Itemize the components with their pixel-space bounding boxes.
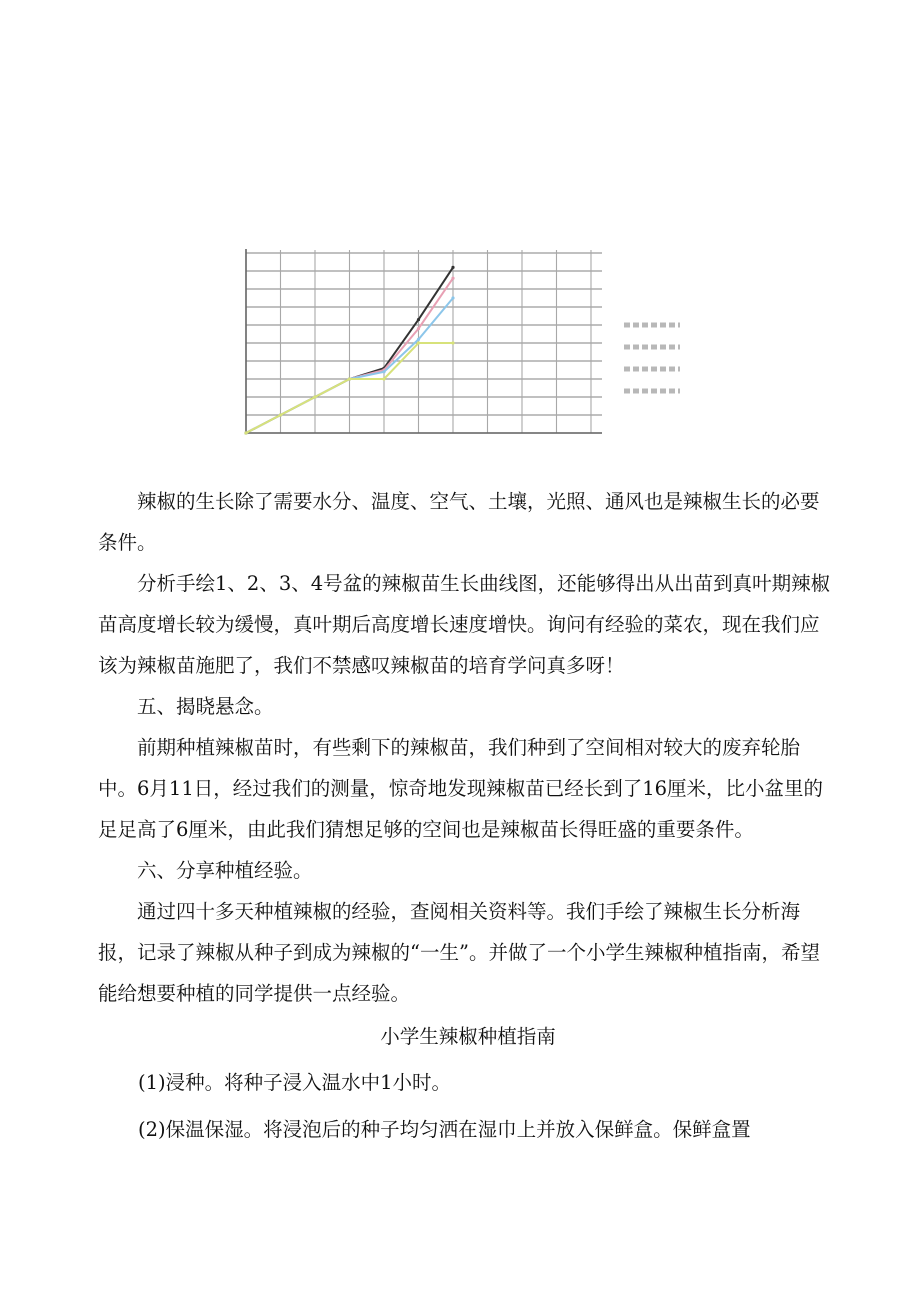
data-point <box>451 341 454 344</box>
data-point <box>451 296 454 299</box>
growth-chart-figure <box>232 243 688 455</box>
data-point <box>417 341 420 344</box>
data-point <box>451 266 454 269</box>
data-point <box>417 338 420 341</box>
data-point <box>382 377 385 380</box>
data-point <box>348 377 351 380</box>
growth-chart <box>232 243 688 455</box>
data-point <box>417 327 420 330</box>
guide-step-2: (2)保温保湿。将浸泡后的种子均匀洒在湿巾上并放入保鲜盒。保鲜盒置 <box>138 1118 751 1141</box>
section-heading-5: 五、揭晓悬念。 <box>137 695 274 718</box>
section-heading-6: 六、分享种植经验。 <box>137 859 313 882</box>
data-point <box>279 413 282 416</box>
paragraph-4: 通过四十多天种植辣椒的经验，查阅相关资料等。我们手绘了辣椒生长分析海报，记录了辣椒从种子到成为辣椒的“一生”。并做了一个小学生辣椒种植指南，希望能给想要种植的同学提供一点经验。 <box>98 900 820 1005</box>
guide-step-1: (1)浸种。将种子浸入温水中1小时。 <box>138 1071 452 1094</box>
data-point <box>244 431 247 434</box>
guide-title: 小学生辣椒种植指南 <box>380 1025 556 1048</box>
paragraph-3: 前期种植辣椒苗时，有些剩下的辣椒苗，我们种到了空间相对较大的废弃轮胎中。6月11日，经过我们的测量，惊奇地发现辣椒苗已经长到了16厘米，比小盆里的足足高了6厘米，由此我们猜想足够的空间也是辣椒苗长得旺盛的重要条件。 <box>98 736 824 841</box>
data-point <box>382 370 385 373</box>
data-point <box>417 318 420 321</box>
paragraph-2: 分析手绘1、2、3、4号盆的辣椒苗生长曲线图，还能够得出从出苗到真叶期辣椒苗高度增长较为缓慢，真叶期后高度增长速度增快。询问有经验的菜农，现在我们应该为辣椒苗施肥了，我们不禁感叹辣椒苗的培育学问真多呀！ <box>98 572 831 677</box>
data-point <box>451 277 454 280</box>
paragraph-1: 辣椒的生长除了需要水分、温度、空气、土壤，光照、通风也是辣椒生长的必要条件。 <box>98 490 820 554</box>
data-point <box>313 395 316 398</box>
